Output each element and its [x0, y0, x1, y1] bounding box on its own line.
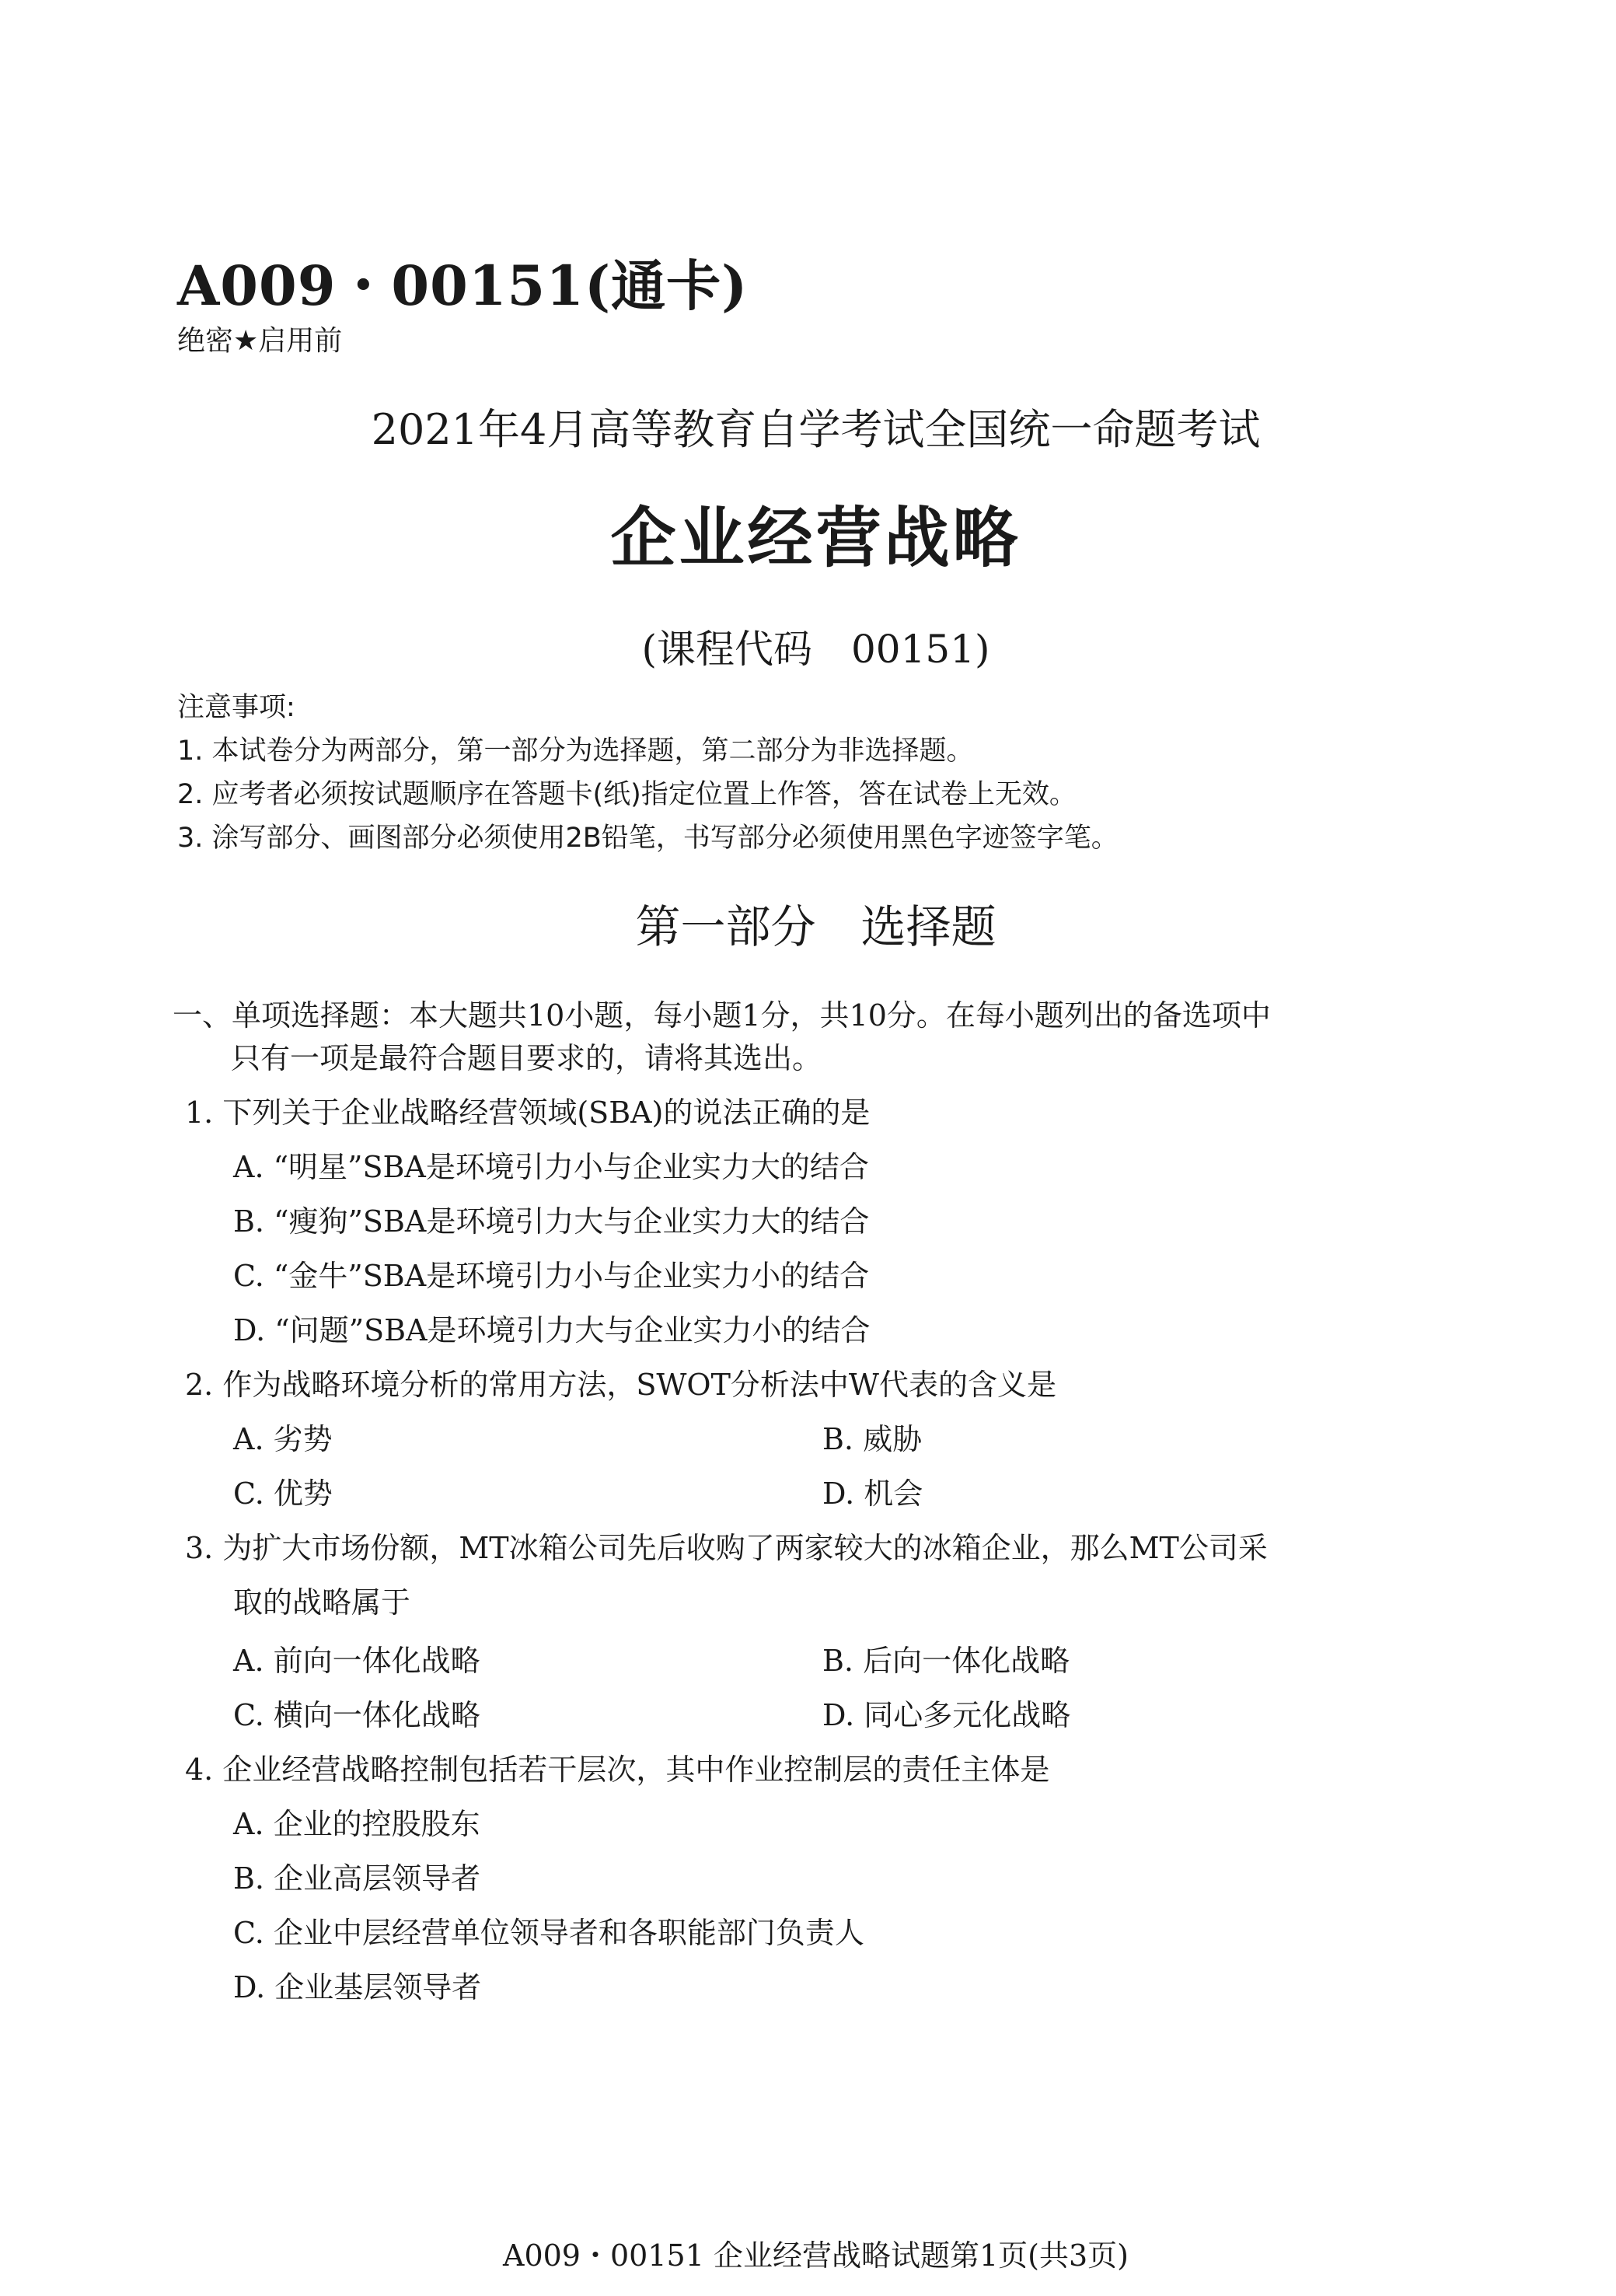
question-2-option-a: A. 劣势: [233, 1422, 333, 1456]
question-2-option-c: C. 优势: [233, 1476, 333, 1511]
notice-item: 1. 本试卷分为两部分，第一部分为选择题，第二部分为非选择题。: [177, 736, 974, 767]
secrecy-label: 绝密★启用前: [177, 325, 343, 357]
subject-title: 企业经营战略: [610, 499, 1021, 576]
question-1-stem: 1. 下列关于企业战略经营领域(SBA)的说法正确的是: [185, 1096, 871, 1130]
notice-item: 2. 应考者必须按试题顺序在答题卡(纸)指定位置上作答，答在试卷上无效。: [177, 779, 1077, 810]
question-4-stem: 4. 企业经营战略控制包括若干层次，其中作业控制层的责任主体是: [185, 1753, 1050, 1787]
question-4-option-a: A. 企业的控股股东: [233, 1807, 480, 1841]
question-3-option-a: A. 前向一体化战略: [233, 1644, 480, 1678]
question-2-option-d: D. 机会: [822, 1476, 923, 1511]
section-instructions: 一、单项选择题：本大题共10小题，每小题1分，共10分。在每小题列出的备选项中: [173, 998, 1271, 1033]
course-code: (课程代码 00151): [641, 627, 990, 672]
section-instructions-continued: 只有一项是最符合题目要求的，请将其选出。: [231, 1041, 822, 1075]
question-1-option-d: D. “问题”SBA是环境引力大与企业实力小的结合: [233, 1313, 871, 1347]
part-title: 第一部分 选择题: [635, 900, 996, 953]
question-2-option-b: B. 威胁: [822, 1422, 923, 1456]
question-3-option-d: D. 同心多元化战略: [822, 1698, 1071, 1732]
question-4-option-c: C. 企业中层经营单位领导者和各职能部门负责人: [233, 1916, 864, 1950]
question-3-option-b: B. 后向一体化战略: [822, 1644, 1070, 1678]
question-3-option-c: C. 横向一体化战略: [233, 1698, 480, 1732]
page-footer: A009・00151 企业经营战略试题第1页(共3页): [503, 2238, 1129, 2273]
question-3-stem: 3. 为扩大市场份额，MT冰箱公司先后收购了两家较大的冰箱企业，那么MT公司采: [185, 1531, 1268, 1565]
notice-title: 注意事项:: [177, 692, 295, 723]
paper-code: A009・00151(通卡): [177, 253, 749, 318]
notice-item: 3. 涂写部分、画图部分必须使用2B铅笔，书写部分必须使用黑色字迹签字笔。: [177, 823, 1119, 854]
question-3-stem-continued: 取的战略属于: [233, 1585, 411, 1620]
question-2-stem: 2. 作为战略环境分析的常用方法，SWOT分析法中W代表的含义是: [185, 1368, 1056, 1402]
question-1-option-b: B. “瘦狗”SBA是环境引力大与企业实力大的结合: [233, 1204, 870, 1239]
question-1-option-a: A. “明星”SBA是环境引力小与企业实力大的结合: [233, 1150, 869, 1184]
exam-title: 2021年4月高等教育自学考试全国统一命题考试: [371, 405, 1261, 454]
question-4-option-d: D. 企业基层领导者: [233, 1970, 482, 2004]
question-1-option-c: C. “金牛”SBA是环境引力小与企业实力小的结合: [233, 1259, 870, 1293]
question-4-option-b: B. 企业高层领导者: [233, 1861, 481, 1896]
